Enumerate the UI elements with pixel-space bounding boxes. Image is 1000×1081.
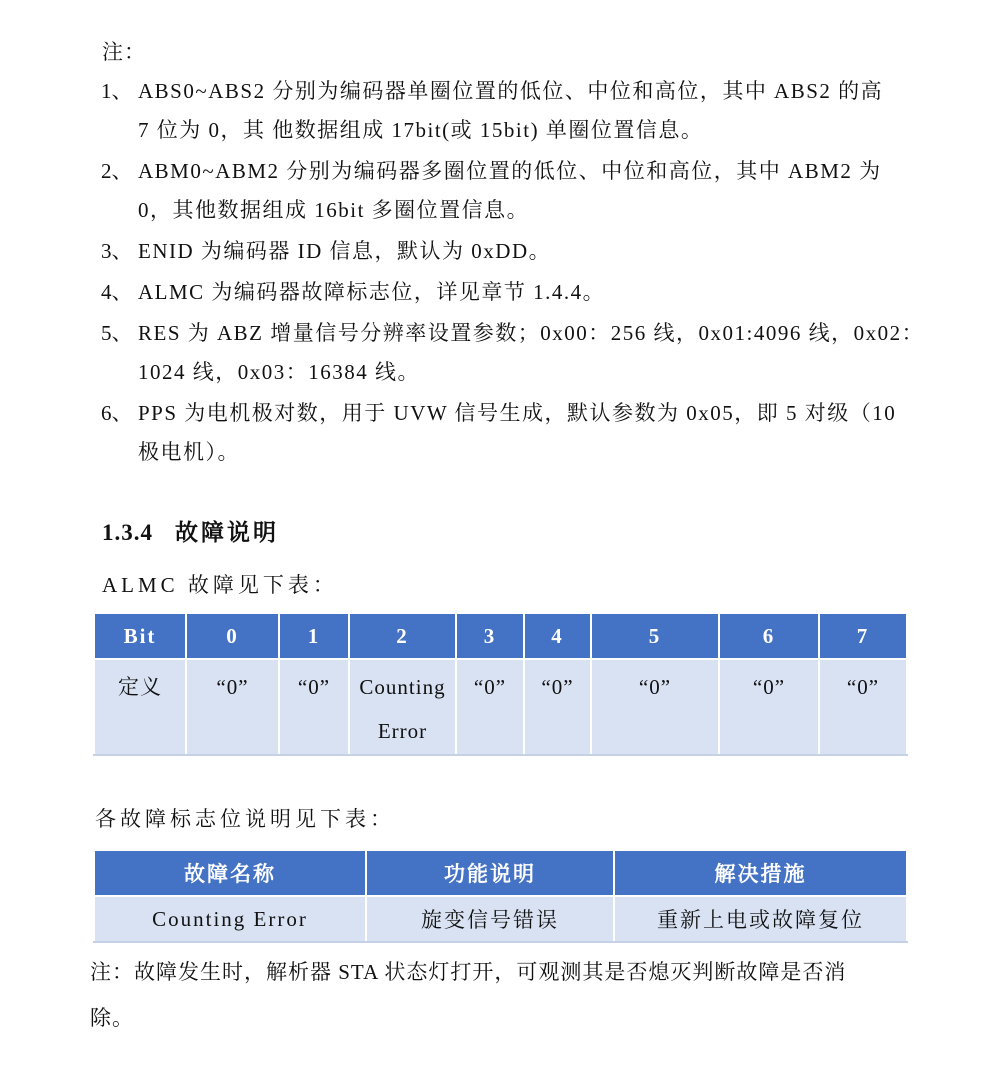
list-item-text: ALMC 为编码器故障标志位，详见章节 1.4.4。 [138, 280, 606, 304]
list-item-number: 2、 [101, 159, 133, 183]
bit-value-cell: “0” [719, 659, 819, 755]
header-cell-fault-name: 故障名称 [94, 850, 366, 896]
footnote [90, 949, 906, 1041]
bit-value-cell: “0” [524, 659, 591, 755]
section-title: 故障说明 [175, 520, 279, 545]
header-cell-function: 功能说明 [366, 850, 614, 896]
bit-definition-table [93, 612, 908, 756]
table-row [94, 896, 907, 942]
solution-cell: 重新上电或故障复位 [614, 896, 907, 942]
fault-description-table [93, 849, 908, 943]
list-item [100, 273, 906, 312]
header-cell: 7 [819, 613, 907, 659]
header-cell: 3 [456, 613, 524, 659]
bit-value-cell: “0” [456, 659, 524, 755]
header-cell-bit: Bit [94, 613, 186, 659]
fault-table-intro: 各故障标志位说明见下表： [95, 807, 395, 831]
header-cell: 4 [524, 613, 591, 659]
list-item-number: 6、 [101, 401, 133, 425]
function-cell: 旋变信号错误 [366, 896, 614, 942]
list-item-text: PPS 为电机极对数，用于 UVW 信号生成，默认参数为 0x05，即 5 对级（10 [138, 401, 897, 425]
notes-list [100, 72, 925, 472]
list-item-number: 5、 [101, 321, 133, 345]
list-item-text: 1024 线，0x03：16384 线。 [138, 360, 420, 384]
bit-value-cell: “0” [591, 659, 719, 755]
list-item [100, 152, 906, 230]
footnote-text: 注：故障发生时，解析器 STA 状态灯打开，可观测其是否熄灭判断故障是否消 [90, 960, 847, 984]
bit-value-cell: Counting Error [349, 659, 456, 755]
section-heading [102, 518, 906, 548]
list-item-text: ABS0~ABS2 分别为编码器单圈位置的低位、中位和高位，其中 ABS2 的高 [138, 79, 884, 103]
header-cell-solution: 解决措施 [614, 850, 907, 896]
list-item-number: 3、 [101, 239, 133, 263]
bit-value-cell: “0” [279, 659, 349, 755]
header-cell: 0 [186, 613, 279, 659]
list-item-text: RES 为 ABZ 增量信号分辨率设置参数；0x00：256 线，0x01:4096 线，0x02： [138, 321, 925, 345]
table-header-row [94, 850, 907, 896]
list-item-number: 4、 [101, 280, 133, 304]
bit-table-intro: ALMC 故障见下表： [102, 573, 338, 597]
list-item-text: ABM0~ABM2 分别为编码器多圈位置的低位、中位和高位，其中 ABM2 为 [138, 159, 882, 183]
bit-value-cell: “0” [186, 659, 279, 755]
list-item-number: 1、 [101, 79, 133, 103]
list-item-text: ENID 为编码器 ID 信息，默认为 0xDD。 [138, 239, 552, 263]
table-header-row [94, 613, 907, 659]
list-item [100, 72, 906, 150]
section-number: 1.3.4 [102, 520, 153, 545]
footnote-text: 除。 [90, 1006, 134, 1030]
list-item [100, 314, 925, 392]
header-cell: 5 [591, 613, 719, 659]
table-row [94, 659, 907, 755]
list-item [100, 232, 906, 271]
list-item-text: 0，其他数据组成 16bit 多圈位置信息。 [138, 198, 530, 222]
bit-value-cell: “0” [819, 659, 907, 755]
header-cell: 6 [719, 613, 819, 659]
header-cell: 1 [279, 613, 349, 659]
list-item [100, 394, 906, 472]
row-label-cell: 定义 [94, 659, 186, 755]
list-item-text: 极电机）。 [138, 440, 240, 464]
list-item-text: 7 位为 0，其 他数据组成 17bit(或 15bit) 单圈位置信息。 [138, 118, 704, 142]
fault-name-cell: Counting Error [94, 896, 366, 942]
notes-label: 注： [102, 40, 146, 64]
header-cell: 2 [349, 613, 456, 659]
